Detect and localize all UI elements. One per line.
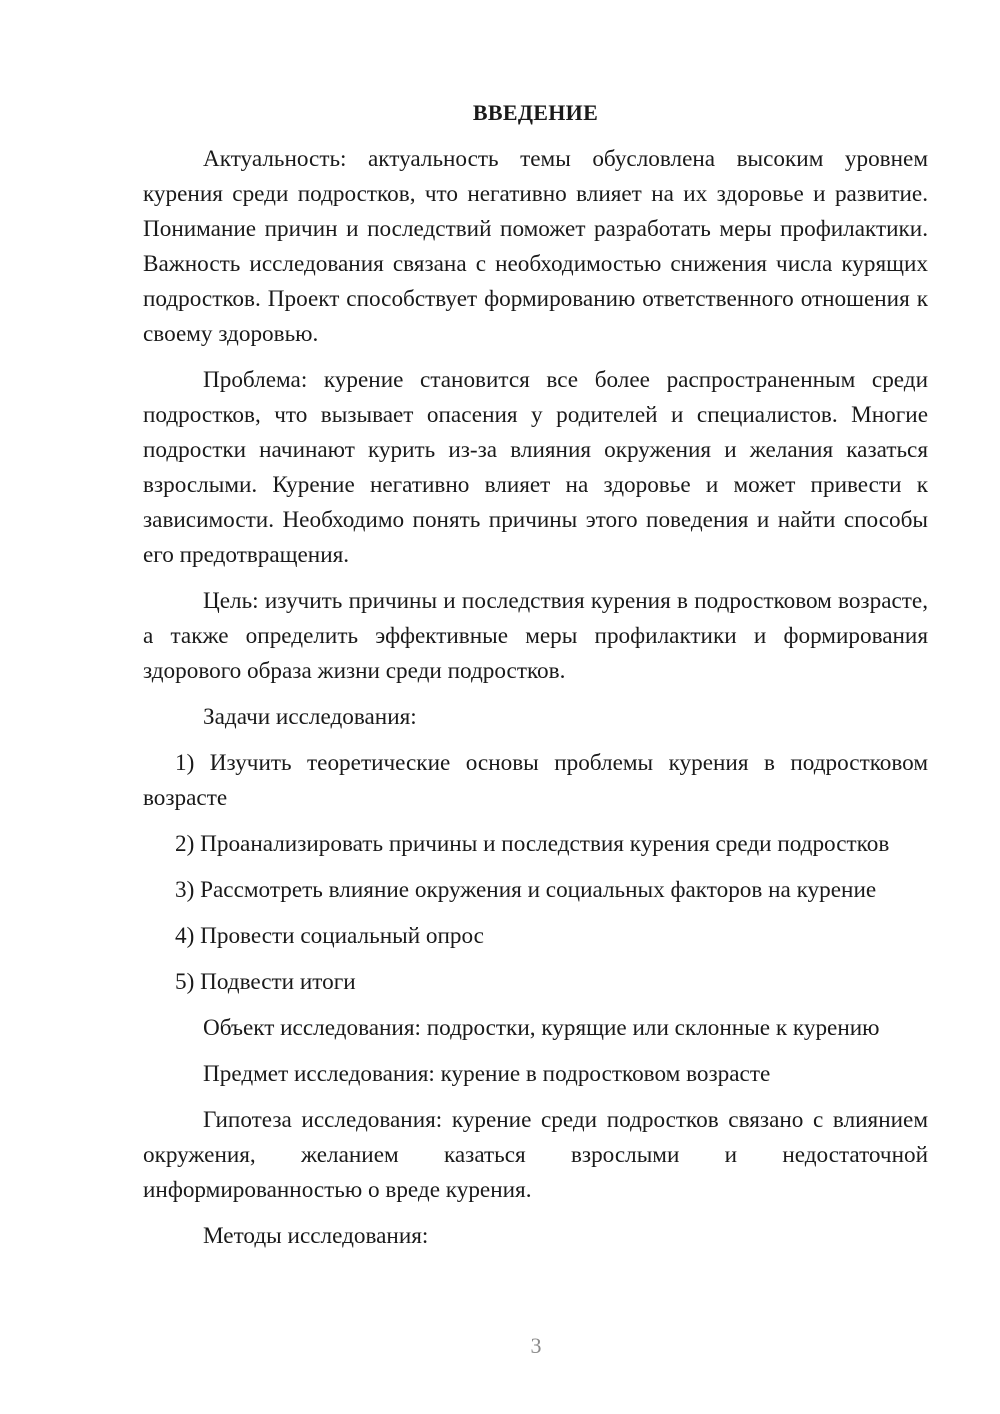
task-item-3: 3) Рассмотреть влияние окружения и социальных факторов на курение: [175, 877, 877, 903]
object-paragraph: Объект исследования: подростки, курящие или склонные к курению: [203, 1015, 880, 1041]
hypothesis-paragraph: Гипотеза исследования: курение среди подростков связано с влиянием окружения, желанием казаться взрослыми и недостаточной информированностью о вреде курения.: [143, 1107, 928, 1203]
tasks-heading: Задачи исследования:: [203, 704, 417, 730]
task-item-5: 5) Подвести итоги: [175, 969, 356, 995]
problem-paragraph: Проблема: курение становится все более распространенным среди подростков, что вызывает опасения у родителей и специалистов. Многие подростки начинают курить из-за влияния окружения и желания казаться взрослыми. Курение негативно влияет на здоровье и может привести к зависимости. Необходимо понять причины этого поведения и найти способы его предотвращения.: [143, 367, 928, 568]
relevance-paragraph: Актуальность: актуальность темы обусловлена высоким уровнем курения среди подростков, что негативно влияет на их здоровье и развитие. Понимание причин и последствий поможет разработать меры профилактики. Важность исследования связана с необходимостью снижения числа курящих подростков. Проект способствует формированию ответственного отношения к своему здоровью.: [143, 146, 928, 347]
section-title: ВВЕДЕНИЕ: [472, 100, 599, 125]
goal-paragraph: Цель: изучить причины и последствия курения в подростковом возрасте, а также определить эффективные меры профилактики и формирования здорового образа жизни среди подростков.: [143, 588, 928, 684]
task-item-4: 4) Провести социальный опрос: [175, 923, 484, 949]
page-number: 3: [530, 1333, 542, 1358]
methods-heading: Методы исследования:: [203, 1223, 429, 1249]
task-item-2: 2) Проанализировать причины и последствия курения среди подростков: [175, 831, 890, 857]
subject-paragraph: Предмет исследования: курение в подростковом возрасте: [203, 1061, 771, 1087]
document-body: [143, 95, 928, 1265]
task-item-1: 1) Изучить теоретические основы проблемы курения в подростковом возрасте: [143, 750, 928, 811]
